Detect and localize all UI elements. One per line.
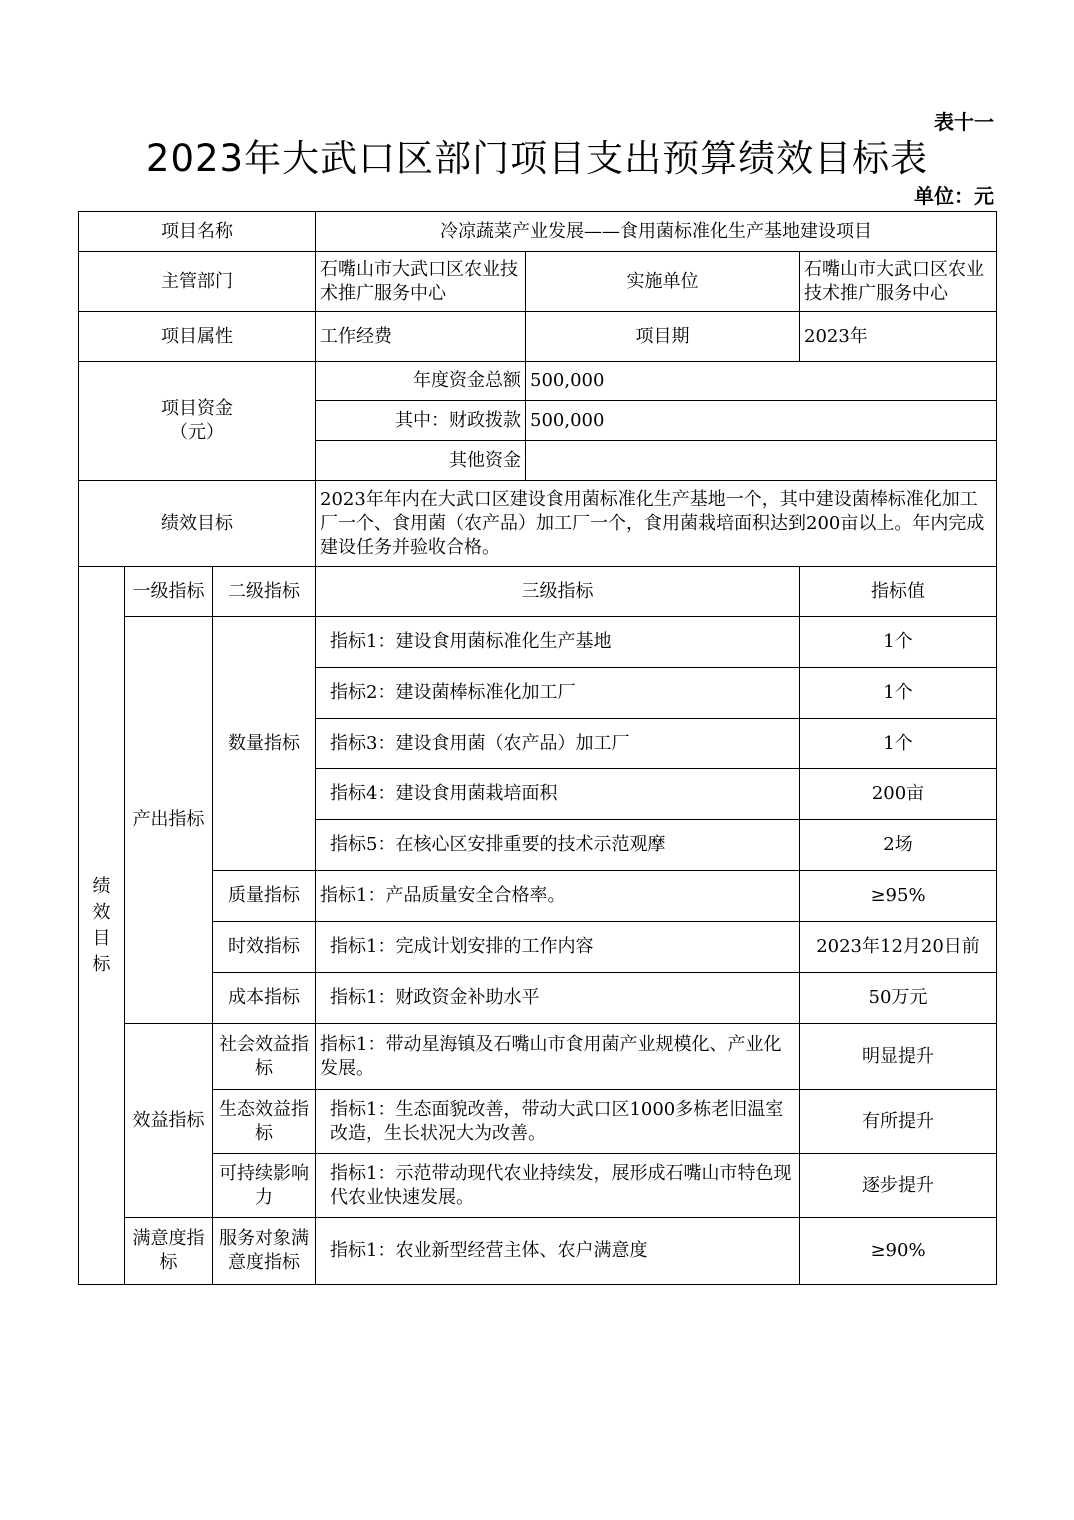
quantity-label: 数量指标: [213, 617, 316, 871]
side-label: [79, 567, 125, 1285]
attr-label: 项目属性: [79, 312, 316, 362]
side-char-3: 目: [92, 927, 111, 949]
cost-label: 成本指标: [213, 973, 316, 1024]
indicator-value: 2场: [800, 820, 997, 871]
indicator-text: 指标1：建设食用菌标准化生产基地: [316, 617, 800, 668]
indicator-value: 50万元: [800, 973, 997, 1024]
fiscal-value: 500,000: [526, 401, 997, 441]
side-char-1: 绩: [92, 875, 111, 897]
benefit-label: 效益指标: [125, 1024, 213, 1218]
indicator-text: 指标1：农业新型经营主体、农户满意度: [316, 1218, 800, 1285]
table-row: [79, 1218, 997, 1285]
table-number: 表十一: [934, 110, 994, 134]
impl-label: 实施单位: [526, 252, 800, 312]
indicator-value: ≥90%: [800, 1218, 997, 1285]
side-char-4: 标: [92, 953, 111, 975]
table-row: [79, 973, 997, 1024]
annual-total-label: 年度资金总额: [316, 362, 526, 401]
fiscal-label: 其中：财政拨款: [316, 401, 526, 441]
indicator-value: 200亩: [800, 769, 997, 820]
indicator-value: 逐步提升: [800, 1154, 997, 1218]
indicator-value: 1个: [800, 668, 997, 719]
satisfaction-label: 满意度指标: [125, 1218, 213, 1285]
table-row: [79, 1090, 997, 1154]
other-label: 其他资金: [316, 441, 526, 481]
page-title: 2023年大武口区部门项目支出预算绩效目标表: [145, 137, 929, 180]
row-goal: [79, 481, 997, 567]
indicator-text: 指标2：建设菌棒标准化加工厂: [316, 668, 800, 719]
indicator-text: 指标1：带动星海镇及石嘴山市食用菌产业规模化、产业化发展。: [316, 1024, 800, 1090]
col-level1: 一级指标: [125, 567, 213, 617]
table-row: [79, 922, 997, 973]
indicator-value: 1个: [800, 719, 997, 769]
indicator-value: 有所提升: [800, 1090, 997, 1154]
time-label: 时效指标: [213, 922, 316, 973]
output-label: 产出指标: [125, 617, 213, 1024]
table-row: [79, 871, 997, 922]
service-label: 服务对象满意度指标: [213, 1218, 316, 1285]
goal-value: 2023年年内在大武口区建设食用菌标准化生产基地一个，其中建设菌棒标准化加工厂一个、食用菌（农产品）加工厂一个，食用菌栽培面积达到200亩以上。年内完成建设任务并验收合格。: [316, 481, 997, 567]
indicator-value: 明显提升: [800, 1024, 997, 1090]
row-indicator-header: [79, 567, 997, 617]
indicator-text: 指标1：完成计划安排的工作内容: [316, 922, 800, 973]
impl-value: 石嘴山市大武口区农业技术推广服务中心: [800, 252, 997, 312]
dept-label: 主管部门: [79, 252, 316, 312]
indicator-text: 指标5：在核心区安排重要的技术示范观摩: [316, 820, 800, 871]
unit-label: 单位：元: [914, 184, 994, 208]
row-project-name: [79, 212, 997, 252]
col-level2: 二级指标: [213, 567, 316, 617]
indicator-value: 1个: [800, 617, 997, 668]
project-name-label: 项目名称: [79, 212, 316, 252]
indicator-text: 指标3：建设食用菌（农产品）加工厂: [316, 719, 800, 769]
attr-value: 工作经费: [316, 312, 526, 362]
performance-goal-table: [78, 211, 997, 1285]
row-department: [79, 252, 997, 312]
eco-label: 生态效益指标: [213, 1090, 316, 1154]
indicator-text: 指标1：示范带动现代农业持续发，展形成石嘴山市特色现代农业快速发展。: [316, 1154, 800, 1218]
row-fund-total: [79, 362, 997, 401]
other-value: [526, 441, 997, 481]
indicator-text: 指标1：生态面貌改善，带动大武口区1000多栋老旧温室改造，生长状况大为改善。: [316, 1090, 800, 1154]
indicator-text: 指标1：财政资金补助水平: [316, 973, 800, 1024]
dept-value: 石嘴山市大武口区农业技术推广服务中心: [316, 252, 526, 312]
row-attribute: [79, 312, 997, 362]
annual-total-value: 500,000: [526, 362, 997, 401]
period-value: 2023年: [800, 312, 997, 362]
fund-label-line2: （元）: [170, 422, 224, 443]
col-level3: 三级指标: [316, 567, 800, 617]
fund-label: [79, 362, 316, 481]
goal-label: 绩效目标: [79, 481, 316, 567]
project-name-value: 冷凉蔬菜产业发展——食用菌标准化生产基地建设项目: [316, 212, 997, 252]
sustain-label: 可持续影响力: [213, 1154, 316, 1218]
table-row: [79, 1154, 997, 1218]
table-row: [79, 617, 997, 668]
indicator-text: 指标4：建设食用菌栽培面积: [316, 769, 800, 820]
indicator-value: ≥95%: [800, 871, 997, 922]
col-value: 指标值: [800, 567, 997, 617]
quality-label: 质量指标: [213, 871, 316, 922]
fund-label-line1: 项目资金: [161, 398, 233, 419]
indicator-value: 2023年12月20日前: [800, 922, 997, 973]
side-char-2: 效: [92, 901, 111, 923]
period-label: 项目期: [526, 312, 800, 362]
indicator-text: 指标1：产品质量安全合格率。: [316, 871, 800, 922]
table-row: [79, 1024, 997, 1090]
social-label: 社会效益指标: [213, 1024, 316, 1090]
